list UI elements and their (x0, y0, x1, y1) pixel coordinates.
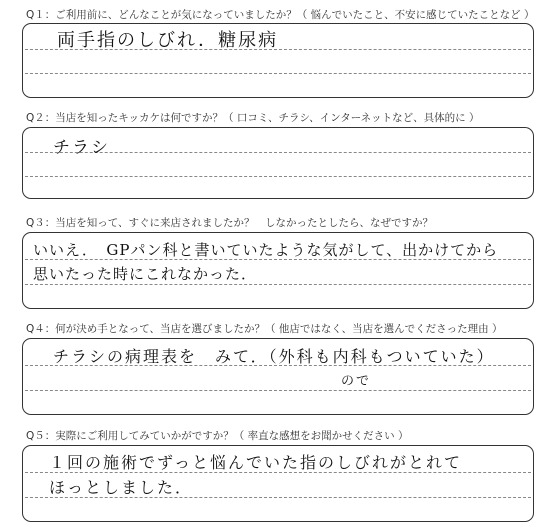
answer-box-4 (22, 338, 534, 415)
question-5-label: Q５：実際にご利用してみていかがですか？（ 率直な感想をお聞かせください ） (26, 430, 409, 442)
answer-rule (25, 73, 531, 74)
answer-rule (25, 390, 531, 391)
question-3-label: Q３：当店を知って、すぐに来店されましたか？ しなかったとしたら、なぜですか？ (26, 217, 434, 229)
answer-4-line-1: チラシの病理表を みて．（外科も内科もついていた） (53, 347, 495, 366)
answer-4-line-2: ので (341, 374, 372, 389)
answer-box-5 (22, 445, 534, 522)
answer-2-line-1: チラシ (53, 138, 110, 158)
answer-box-3 (22, 232, 534, 309)
answer-3-line-2: 思いたった時にこれなかった． (33, 265, 258, 283)
question-4-label: Q４：何が決め手となって、当店を選びましたか？（ 他店ではなく、当店を選んでくださった理由 ） (26, 323, 503, 335)
answer-rule (25, 284, 531, 285)
answer-5-line-1: １回の施術でずっと悩んでいた指のしびれがとれて (49, 453, 463, 472)
question-2-label: Q２：当店を知ったキッカケは何ですか？（ 口コミ、チラシ、インターネットなど、具体的に ） (26, 112, 480, 124)
answer-1-line-1: 両手指のしびれ．糖尿病 (57, 30, 279, 51)
answer-3-line-1: いいえ． GPパン科と書いていたような気がして、出かけてから (33, 241, 499, 259)
answer-box-1 (22, 23, 534, 98)
answer-rule (25, 176, 531, 177)
answer-box-2 (22, 127, 534, 199)
answer-5-line-2: ほっとしました． (49, 478, 194, 497)
question-1-label: Q１：ご利用前に、どんなことが気になっていましたか？（ 悩んでいたこと、不安に感じていたことなど ） (26, 9, 535, 21)
